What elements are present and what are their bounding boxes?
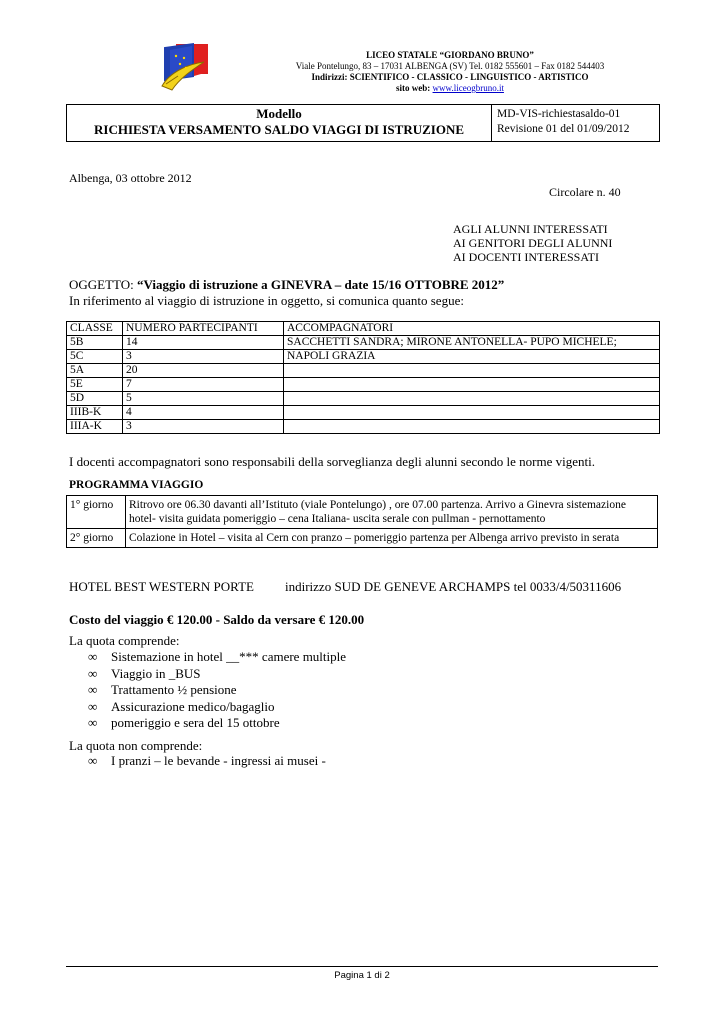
list-item-text: Viaggio in _BUS: [111, 665, 201, 681]
cell-class: IIIA-K: [67, 420, 123, 434]
classes-table: [66, 321, 660, 434]
table-row: [67, 378, 660, 392]
program-title: PROGRAMMA VIAGGIO: [69, 479, 204, 491]
cell-teachers: [284, 392, 660, 406]
cell-teachers: [284, 420, 660, 434]
cell-teachers: NAPOLI GRAZIA: [284, 350, 660, 364]
list-item: [88, 666, 346, 683]
program-text: Ritrovo ore 06.30 davanti all’Istituto (viale Pontelungo) , ore 07.00 partenza. Arrivo a Ginevra sistemazione hotel- visita guidata pomeriggio – cena Italiana- uscita serale con pullman - pernottamento: [126, 496, 658, 529]
school-name: LICEO STATALE “GIORDANO BRUNO”: [366, 50, 534, 60]
program-day: 1° giorno: [67, 496, 126, 529]
list-item: [88, 682, 346, 699]
subject-label: OGGETTO:: [69, 277, 134, 292]
model-box: [66, 104, 660, 142]
infinity-bullet-icon: ∞: [88, 753, 98, 768]
school-address: Viale Pontelungo, 83 – 17031 ALBENGA (SV) Tel. 0182 555601 – Fax 0182 544403: [295, 61, 605, 71]
cell-count: 3: [123, 350, 284, 364]
list-item-text: Assicurazione medico/bagaglio: [111, 698, 275, 714]
cell-class: 5C: [67, 350, 123, 364]
list-item-text: pomeriggio e sera del 15 ottobre: [111, 715, 280, 730]
cell-count: 4: [123, 406, 284, 420]
list-item-text: I pranzi – le bevande - ingressi ai musei -: [111, 753, 326, 768]
cell-teachers: [284, 406, 660, 420]
infinity-bullet-icon: ∞: [88, 665, 98, 681]
includes-label: La quota comprende:: [69, 633, 180, 648]
excludes-list: [88, 753, 326, 770]
page-number: Pagina 1 di 2: [334, 970, 390, 981]
intro-text: In riferimento al viaggio di istruzione in oggetto, si comunica quanto segue:: [69, 293, 464, 308]
cell-count: 3: [123, 420, 284, 434]
table-row: [67, 350, 660, 364]
cell-class: 5E: [67, 378, 123, 392]
list-item: [88, 715, 346, 732]
infinity-bullet-icon: ∞: [88, 682, 98, 697]
program-day: 2° giorno: [67, 529, 126, 548]
subject-text: “Viaggio di istruzione a GINEVRA – date 15/16 OTTOBRE 2012”: [137, 277, 505, 292]
circular-number: Circolare n. 40: [549, 185, 621, 199]
cell-teachers: SACCHETTI SANDRA; MIRONE ANTONELLA- PUPO MICHELE;: [284, 336, 660, 350]
hotel-name: HOTEL BEST WESTERN PORTE: [69, 579, 254, 594]
cell-count: 7: [123, 378, 284, 392]
footer-divider: [66, 966, 658, 967]
recipient: AI DOCENTI INTERESSATI: [453, 250, 599, 264]
program-text: Colazione in Hotel – visita al Cern con pranzo – pomeriggio partenza per Albenga arrivo previsto in serata: [126, 529, 658, 548]
trip-cost: Costo del viaggio € 120.00 - Saldo da versare € 120.00: [69, 612, 365, 627]
column-header: CLASSE: [67, 322, 123, 336]
recipient: AGLI ALUNNI INTERESSATI: [453, 222, 608, 236]
column-header: NUMERO PARTECIPANTI: [123, 322, 284, 336]
place-date: Albenga, 03 ottobre 2012: [69, 171, 192, 185]
infinity-bullet-icon: ∞: [88, 715, 98, 730]
cell-count: 14: [123, 336, 284, 350]
responsibility-note: I docenti accompagnatori sono responsabili della sorveglianza degli alunni secondo le norme vigenti.: [69, 454, 595, 469]
table-row: [67, 392, 660, 406]
column-header: ACCOMPAGNATORI: [284, 322, 660, 336]
includes-list: [88, 649, 346, 732]
school-website: sito web: www.liceogbruno.it: [396, 83, 504, 93]
model-revision: Revisione 01 del 01/09/2012: [497, 123, 630, 135]
cell-class: 5D: [67, 392, 123, 406]
model-code: MD-VIS-richiestasaldo-01: [497, 108, 621, 120]
cell-count: 20: [123, 364, 284, 378]
program-table: [66, 495, 658, 548]
list-item-text: Trattamento ½ pensione: [111, 682, 237, 697]
hotel-address: indirizzo SUD DE GENEVE ARCHAMPS tel 0033/4/50311606: [285, 579, 622, 594]
cell-count: 5: [123, 392, 284, 406]
website-link[interactable]: www.liceogbruno.it: [432, 83, 504, 93]
excludes-label: La quota non comprende:: [69, 738, 203, 753]
list-item: [88, 753, 326, 770]
school-indirizzi: Indirizzi: SCIENTIFICO - CLASSICO - LINGUISTICO - ARTISTICO: [311, 72, 589, 82]
table-row: [67, 336, 660, 350]
model-subtitle: RICHIESTA VERSAMENTO SALDO VIAGGI DI ISTRUZIONE: [94, 122, 464, 137]
list-item-text: Sistemazione in hotel __*** camere multiple: [111, 649, 347, 664]
list-item: [88, 699, 346, 716]
table-row: [67, 364, 660, 378]
recipient: AI GENITORI DEGLI ALUNNI: [453, 236, 613, 250]
infinity-bullet-icon: ∞: [88, 649, 98, 664]
table-row: [67, 496, 658, 529]
cell-teachers: [284, 378, 660, 392]
cell-class: IIIB-K: [67, 406, 123, 420]
cell-class: 5A: [67, 364, 123, 378]
list-item: [88, 649, 346, 666]
cell-teachers: [284, 364, 660, 378]
table-row: [67, 406, 660, 420]
subject-line: [69, 277, 504, 293]
cell-class: 5B: [67, 336, 123, 350]
table-row: [67, 529, 658, 548]
infinity-bullet-icon: ∞: [88, 698, 98, 714]
model-title: Modello: [256, 106, 302, 121]
table-header-row: [67, 322, 660, 336]
recipients: [453, 222, 612, 264]
table-row: [67, 420, 660, 434]
